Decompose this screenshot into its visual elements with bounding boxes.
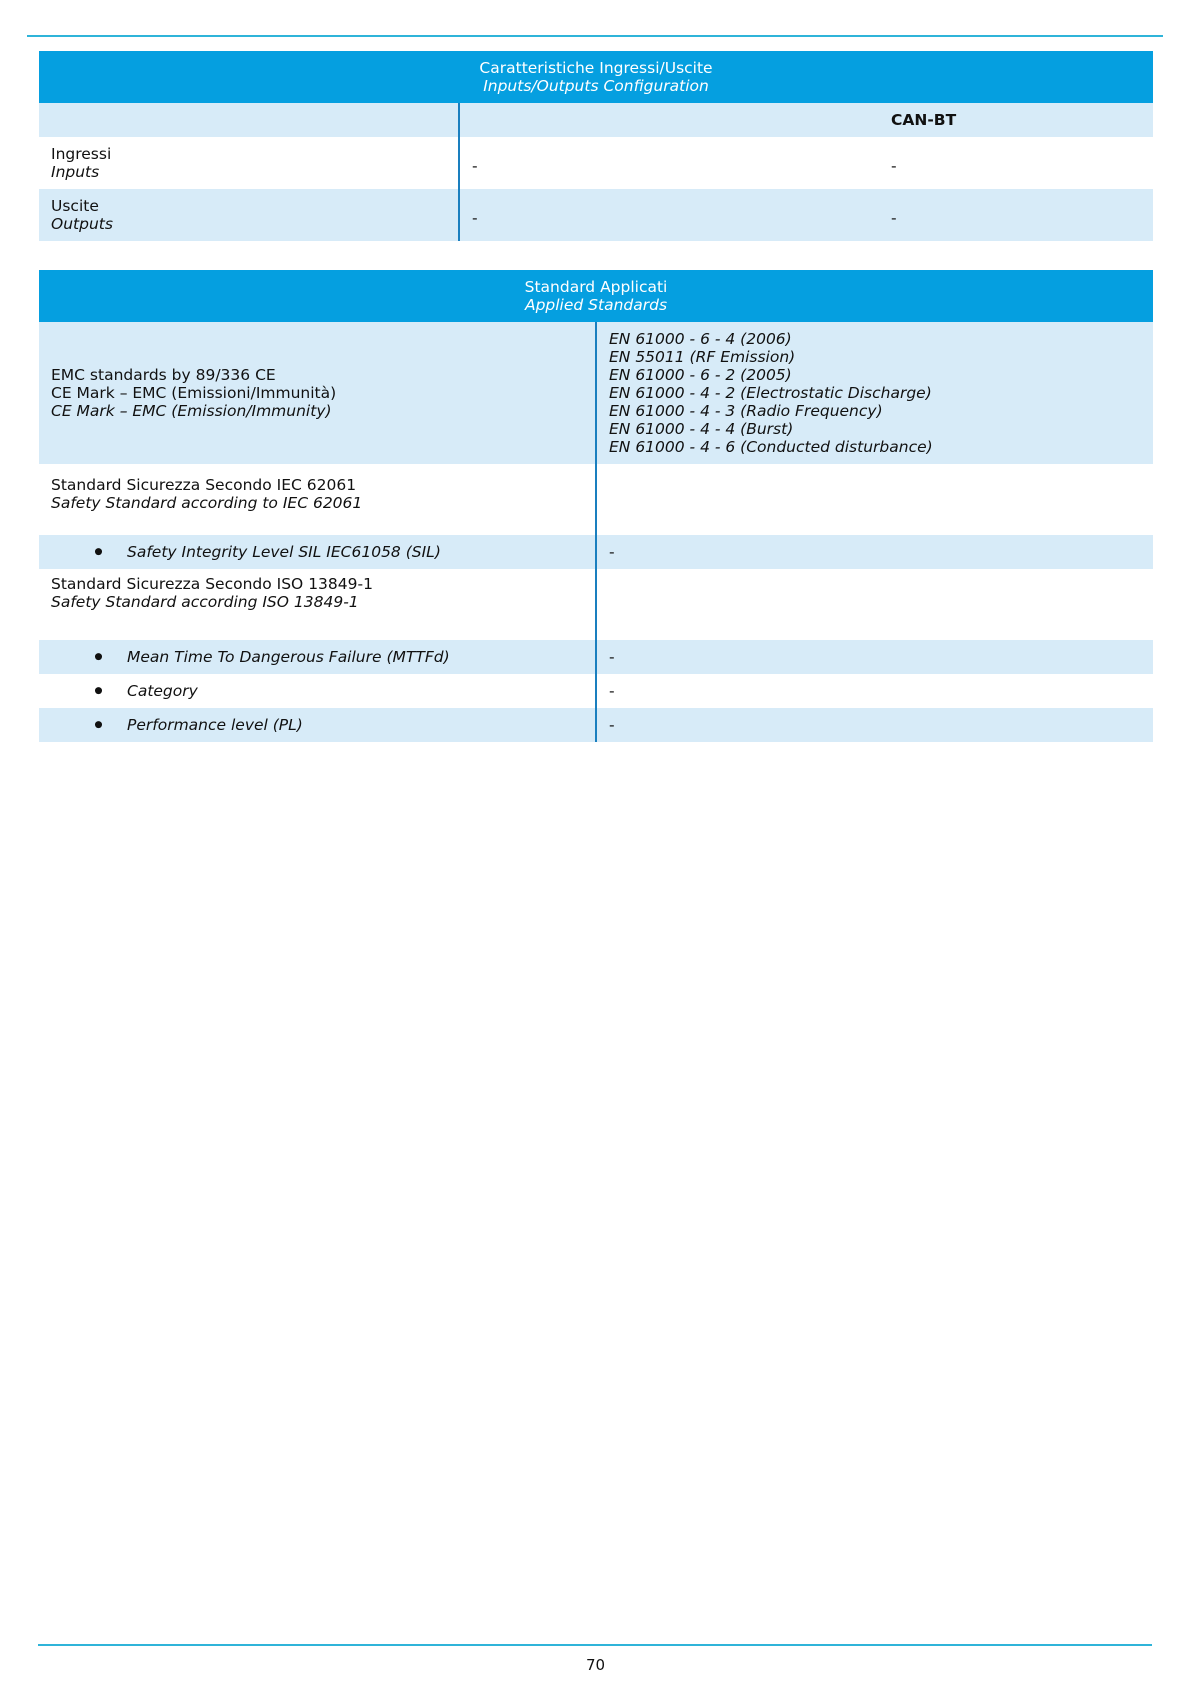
- io-empty-header-cell-2: [459, 103, 879, 137]
- emc-value: EN 61000 - 4 - 6 (Conducted disturbance): [609, 438, 933, 456]
- emc-value: EN 61000 - 4 - 3 (Radio Frequency): [609, 402, 883, 420]
- page-number: 70: [585, 1656, 606, 1674]
- standards-title-en: Applied Standards: [524, 296, 668, 314]
- emc-label-line2: CE Mark – EMC (Emissioni/Immunità): [51, 384, 337, 402]
- row-value: -: [891, 209, 897, 227]
- applied-standards-table: [39, 270, 1153, 742]
- io-config-header: [39, 51, 1153, 103]
- emc-values: [596, 322, 1153, 464]
- emc-row: [39, 322, 1153, 464]
- sil-label: Safety Integrity Level SIL IEC61058 (SIL): [127, 543, 441, 561]
- iso-item-label: Mean Time To Dangerous Failure (MTTFd): [127, 648, 450, 666]
- iso-label-en: Safety Standard according ISO 13849-1: [51, 593, 359, 611]
- row-label-en: Inputs: [51, 163, 100, 181]
- row-value: -: [459, 137, 879, 189]
- bullet-icon: [95, 653, 102, 660]
- io-config-table: [39, 51, 1153, 241]
- row-label-en: Outputs: [51, 215, 113, 233]
- sil-value: -: [596, 535, 1153, 569]
- iso-item-label: Performance level (PL): [127, 716, 303, 734]
- bottom-rule: [38, 1644, 1152, 1646]
- standards-title-it: Standard Applicati: [524, 278, 668, 296]
- io-column-header: CAN-BT: [891, 111, 957, 129]
- list-item: [39, 708, 1153, 742]
- emc-value: EN 61000 - 6 - 4 (2006): [609, 330, 792, 348]
- iec-label-it: Standard Sicurezza Secondo IEC 62061: [51, 476, 357, 494]
- iso-item-value: -: [596, 674, 1153, 708]
- io-config-title-it: Caratteristiche Ingressi/Uscite: [479, 59, 713, 77]
- top-rule: [27, 35, 1163, 37]
- standards-header: [39, 270, 1153, 322]
- iso-empty-cell: [596, 569, 1153, 640]
- iso-label-it: Standard Sicurezza Secondo ISO 13849-1: [51, 575, 373, 593]
- list-item: [39, 640, 1153, 674]
- io-config-column-header-row: [39, 103, 1153, 137]
- iso-item-label: Category: [127, 682, 198, 700]
- iso-item-value: -: [596, 640, 1153, 674]
- emc-label-line3: CE Mark – EMC (Emission/Immunity): [51, 402, 332, 420]
- bullet-icon: [95, 548, 102, 555]
- bullet-icon: [95, 687, 102, 694]
- table-row: [39, 189, 1153, 241]
- list-item: [39, 674, 1153, 708]
- row-label-it: Ingressi: [51, 145, 112, 163]
- emc-value: EN 55011 (RF Emission): [609, 348, 796, 366]
- table-row: [39, 137, 1153, 189]
- emc-label-line1: EMC standards by 89/336 CE: [51, 366, 276, 384]
- iec-row: [39, 464, 1153, 535]
- emc-value: EN 61000 - 4 - 4 (Burst): [609, 420, 794, 438]
- iso-row: [39, 569, 1153, 640]
- row-value: -: [891, 157, 897, 175]
- iec-empty-cell: [596, 464, 1153, 535]
- iso-item-value: -: [596, 708, 1153, 742]
- emc-value: EN 61000 - 6 - 2 (2005): [609, 366, 792, 384]
- bullet-icon: [95, 721, 102, 728]
- emc-value: EN 61000 - 4 - 2 (Electrostatic Discharge): [609, 384, 932, 402]
- row-value: -: [459, 189, 879, 241]
- io-config-title-en: Inputs/Outputs Configuration: [483, 77, 709, 95]
- row-label-it: Uscite: [51, 197, 99, 215]
- iec-label-en: Safety Standard according to IEC 62061: [51, 494, 363, 512]
- list-item: [39, 535, 1153, 569]
- io-empty-header-cell: [39, 103, 459, 137]
